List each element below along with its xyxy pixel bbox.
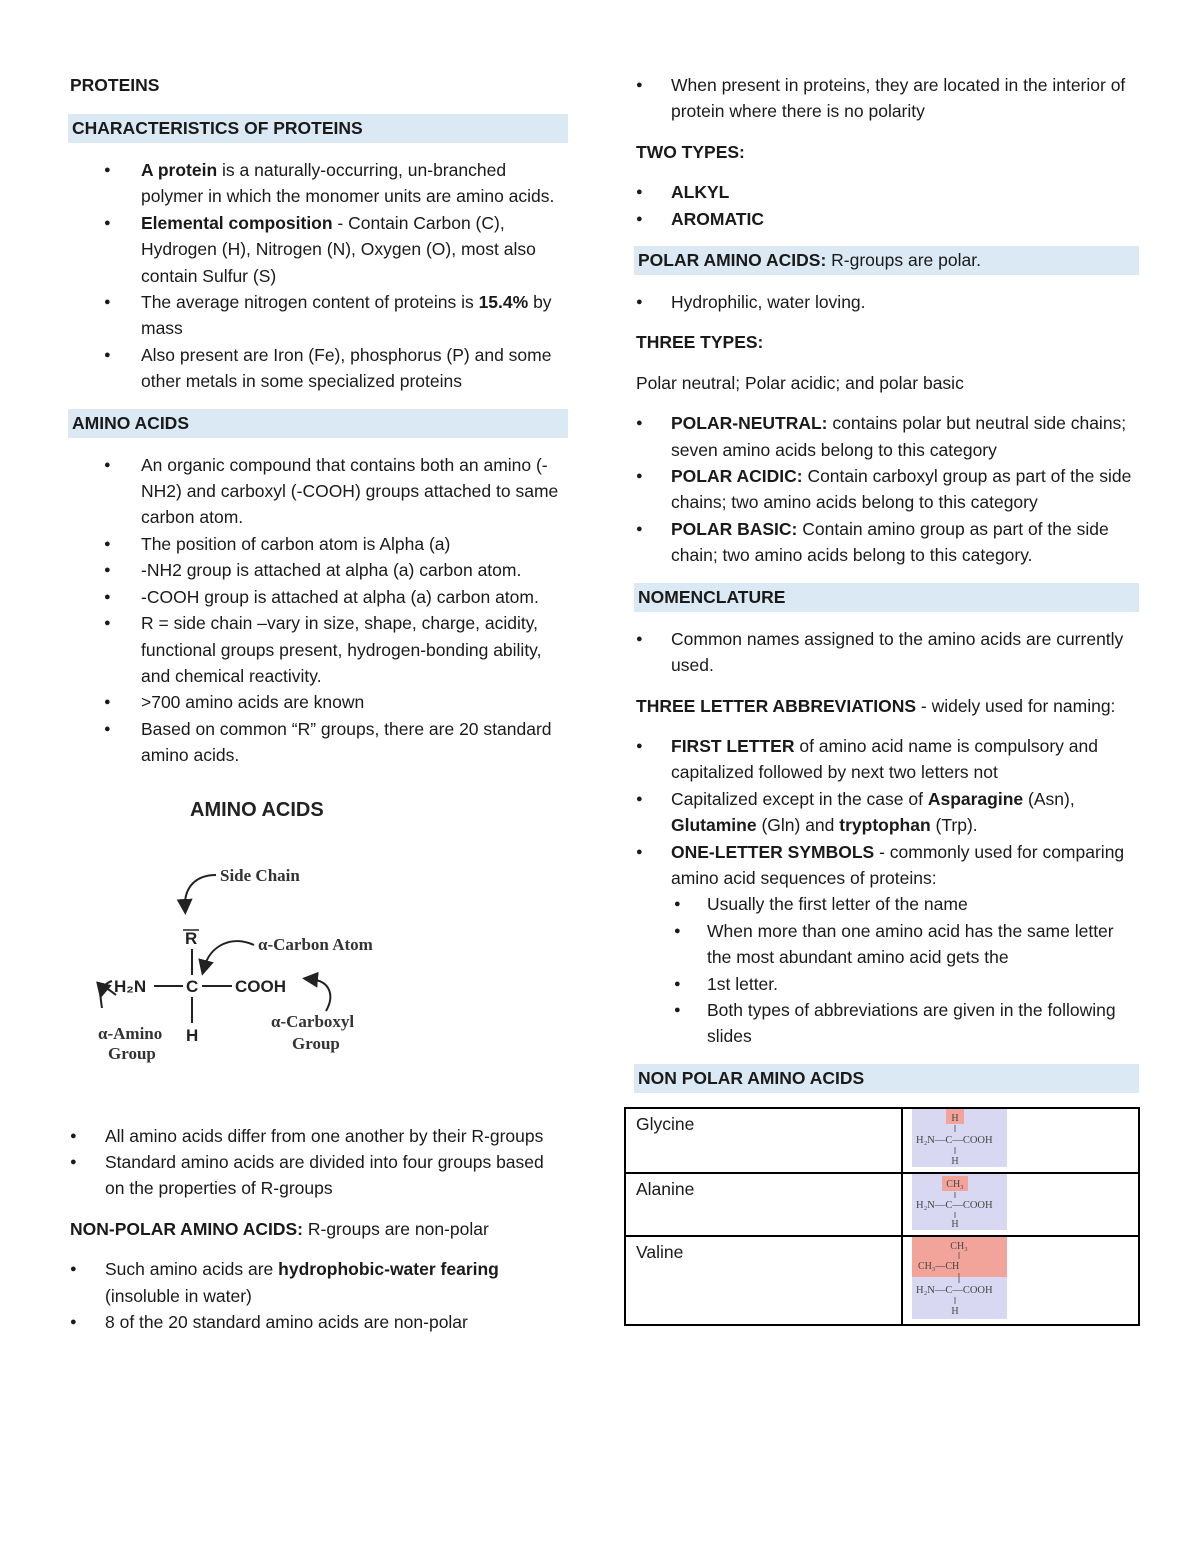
list-item: ● -COOH group is attached at alpha (a) carbon atom. — [68, 584, 568, 610]
alpha-amino-label-1: α-Amino — [98, 1023, 163, 1043]
amino-acid-name: Valine — [625, 1236, 902, 1325]
r-group-notes-list — [68, 1123, 568, 1202]
list-item: ● AROMATIC — [634, 206, 1139, 232]
nomenclature-heading: NOMENCLATURE — [634, 583, 1139, 612]
table-row — [625, 1108, 1139, 1173]
one-letter-sublist — [671, 891, 1139, 1049]
diagram-title: AMINO ACIDS — [190, 798, 324, 821]
amino-acid-name: Glycine — [625, 1108, 902, 1173]
list-item: ● 8 of the 20 standard amino acids are non-polar — [68, 1309, 568, 1335]
list-item: ● Capitalized except in the case of Asparagine (Asn), Glutamine (Gln) and tryptophan (Trp). — [634, 786, 1139, 839]
list-item: ● >700 amino acids are known — [68, 689, 568, 715]
right-column — [634, 72, 1139, 1326]
list-item: ● A protein is a naturally-occurring, un-branched polymer in which the monomer units are amino acids. — [68, 157, 568, 210]
list-item: ● POLAR BASIC: Contain amino group as part of the side chain; two amino acids belong to this category. — [634, 516, 1139, 569]
amino-acid-structure-svg — [68, 783, 568, 1123]
amino-acid-name: Alanine — [625, 1173, 902, 1236]
r-group-top: CH₃ — [950, 1240, 968, 1252]
list-item: ● Also present are Iron (Fe), phosphorus (P) and some other metals in some specialized proteins — [68, 342, 568, 395]
r-group-text: CH₃—CH — [918, 1260, 960, 1272]
carboxyl-group-label: COOH — [235, 976, 286, 996]
two-types-heading: TWO TYPES: — [636, 141, 745, 162]
alpha-carbon-symbol: C — [186, 976, 199, 996]
list-item: ● Usually the first letter of the name — [671, 891, 1139, 917]
side-chain-label: Side Chain — [220, 865, 300, 885]
amino-acids-list — [68, 452, 568, 769]
bottom-h: H — [951, 1218, 959, 1230]
list-item: ● The average nitrogen content of proteins is 15.4% by mass — [68, 289, 568, 342]
three-types-heading: THREE TYPES: — [636, 332, 764, 353]
glycine-structure — [912, 1109, 1007, 1167]
alpha-carboxyl-label-2: Group — [292, 1033, 340, 1053]
list-item: ● 1st letter. — [671, 971, 1139, 997]
r-group-text: CH₃ — [946, 1178, 964, 1190]
list-item: ● R = side chain –vary in size, shape, charge, acidity, functional groups present, hydrogen-bonding ability, and chemical reactivity. — [68, 610, 568, 689]
nonpolar-heading: NON-POLAR AMINO ACIDS: R-groups are non-polar — [70, 1218, 489, 1239]
alpha-carboxyl-label-1: α-Carboxyl — [271, 1011, 355, 1031]
list-item: ● FIRST LETTER of amino acid name is compulsory and capitalized followed by next two letters not — [634, 733, 1139, 786]
backbone-formula: H₂N—C—COOH — [916, 1134, 993, 1146]
nonpolar-location-list — [634, 72, 1139, 125]
valine-structure — [912, 1237, 1007, 1319]
nonpolar-types-list — [634, 179, 1139, 232]
r-group-label: R — [185, 928, 198, 948]
table-row — [625, 1173, 1139, 1236]
amino-acid-structure-diagram — [68, 783, 568, 1123]
alpha-amino-label-2: Group — [108, 1043, 156, 1063]
list-item: ● ALKYL — [634, 179, 1139, 205]
r-group-text: H — [951, 1112, 959, 1124]
list-item: ● Both types of abbreviations are given in the following slides — [671, 997, 1139, 1050]
polar-heading: POLAR AMINO ACIDS: R-groups are polar. — [634, 246, 1139, 275]
characteristics-heading: CHARACTERISTICS OF PROTEINS — [68, 114, 568, 143]
alanine-structure — [912, 1174, 1007, 1230]
nonpolar-amino-acids-table — [624, 1107, 1140, 1326]
bottom-h: H — [951, 1305, 959, 1317]
list-item: ● An organic compound that contains both an amino (-NH2) and carboxyl (-COOH) groups attached to same carbon atom. — [68, 452, 568, 531]
list-item: ● All amino acids differ from one another by their R-groups — [68, 1123, 568, 1149]
abbreviation-rules-list — [634, 733, 1139, 1050]
list-item: ● Standard amino acids are divided into four groups based on the properties of R-groups — [68, 1149, 568, 1202]
document-title: PROTEINS — [70, 75, 160, 95]
backbone-formula: H₂N—C—COOH — [916, 1199, 993, 1211]
amino-acids-heading: AMINO ACIDS — [68, 409, 568, 438]
backbone-formula: H₂N—C—COOH — [916, 1284, 993, 1296]
list-item: ● When more than one amino acid has the same letter the most abundant amino acid gets the — [671, 918, 1139, 971]
structure-cell — [902, 1173, 1139, 1236]
amino-group-label: H₂N — [114, 976, 147, 996]
list-item: ● POLAR-NEUTRAL: contains polar but neutral side chains; seven amino acids belong to this category — [634, 410, 1139, 463]
list-item: ● Based on common “R” groups, there are 20 standard amino acids. — [68, 716, 568, 769]
list-item: ● The position of carbon atom is Alpha (a) — [68, 531, 568, 557]
list-item: ● Common names assigned to the amino acids are currently used. — [634, 626, 1139, 679]
list-item: ● Hydrophilic, water loving. — [634, 289, 1139, 315]
polar-list — [634, 289, 1139, 315]
alpha-carbon-label: α-Carbon Atom — [258, 934, 373, 954]
left-column — [68, 72, 568, 1349]
table-row — [625, 1236, 1139, 1325]
characteristics-list — [68, 157, 568, 395]
list-item: ● When present in proteins, they are located in the interior of protein where there is no polarity — [634, 72, 1139, 125]
list-item: ● Elemental composition - Contain Carbon (C), Hydrogen (H), Nitrogen (N), Oxygen (O), most also contain Sulfur (S) — [68, 210, 568, 289]
list-item: ● ONE-LETTER SYMBOLS - commonly used for comparing amino acid sequences of proteins: ● Usually the first letter of the name ● When more than one amino acid has the same letter the most abundant amino acid gets the ● 1st letter. ● Both types of abbreviations are given in the following slides — [634, 839, 1139, 1050]
hydrogen-label: H — [186, 1025, 199, 1045]
nonpolar-list — [68, 1256, 568, 1335]
list-item: ● POLAR ACIDIC: Contain carboxyl group as part of the side chains; two amino acids belong to this category — [634, 463, 1139, 516]
structure-cell — [902, 1236, 1139, 1325]
three-letter-heading: THREE LETTER ABBREVIATIONS - widely used for naming: — [636, 695, 1116, 716]
nomenclature-list — [634, 626, 1139, 679]
bottom-h: H — [951, 1155, 959, 1167]
list-item: ● -NH2 group is attached at alpha (a) carbon atom. — [68, 557, 568, 583]
nonpolar-table-heading: NON POLAR AMINO ACIDS — [634, 1064, 1139, 1093]
polar-types-line: Polar neutral; Polar acidic; and polar basic — [636, 372, 964, 393]
list-item: ● Such amino acids are hydrophobic-water fearing (insoluble in water) — [68, 1256, 568, 1309]
polar-types-list — [634, 410, 1139, 568]
structure-cell — [902, 1108, 1139, 1173]
